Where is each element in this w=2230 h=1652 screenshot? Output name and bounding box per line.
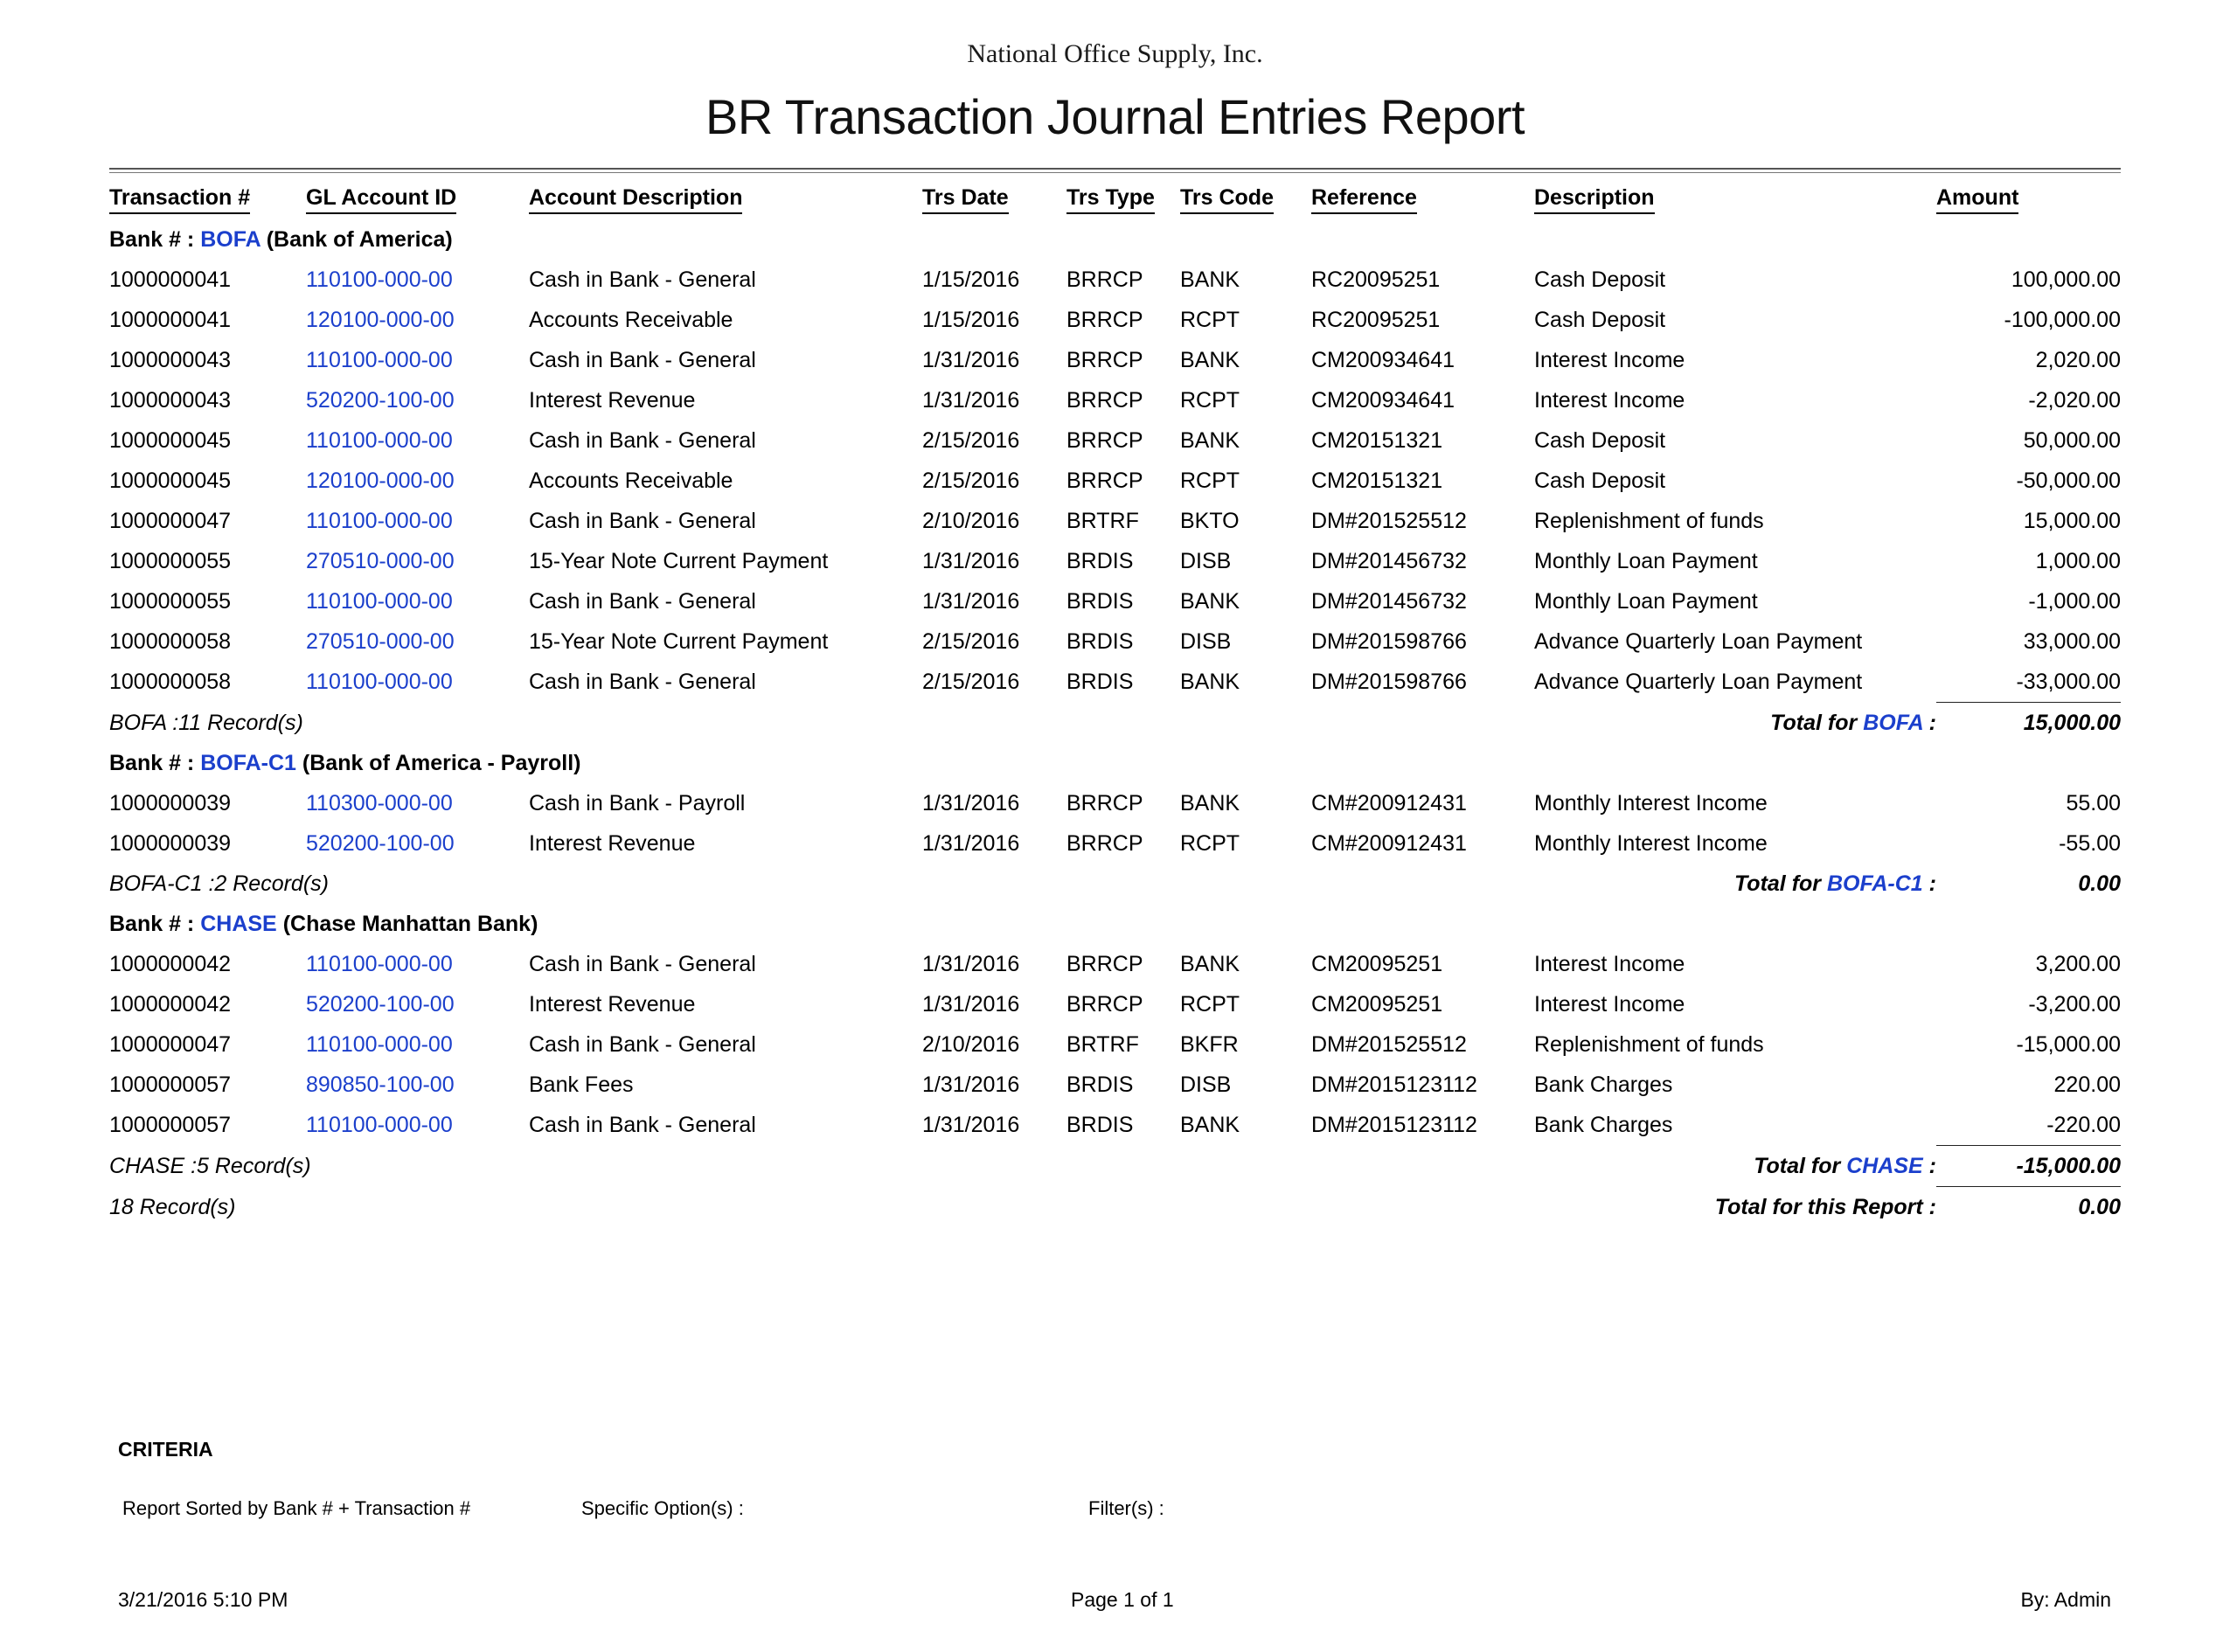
cell-description: Replenishment of funds <box>1534 1032 1764 1057</box>
cell-trs-code: DISB <box>1180 629 1232 654</box>
cell-trs-code: BANK <box>1180 952 1240 976</box>
group-total-amount: 15,000.00 <box>1936 703 2121 744</box>
bank-code: BOFA <box>200 227 261 252</box>
cell-gl-account: 110100-000-00 <box>306 509 453 533</box>
cell-account-description: Cash in Bank - General <box>529 348 756 372</box>
cell-description: Bank Charges <box>1534 1113 1673 1137</box>
bank-group-header <box>109 904 2121 944</box>
report-total-amount: 0.00 <box>1936 1187 2121 1228</box>
cell-description: Monthly Loan Payment <box>1534 589 1758 614</box>
cell-amount: -3,200.00 <box>2028 992 2121 1017</box>
cell-account-description: Cash in Bank - General <box>529 428 756 453</box>
cell-amount: 33,000.00 <box>2023 629 2121 654</box>
cell-trs-type: BRTRF <box>1066 1032 1139 1057</box>
bank-group-header <box>109 219 2121 260</box>
cell-account-description: Cash in Bank - General <box>529 509 756 533</box>
cell-amount: 55.00 <box>2066 791 2121 816</box>
column-header-amount <box>1936 173 2121 219</box>
cell-trs-code: BANK <box>1180 267 1240 292</box>
cell-account-description: Bank Fees <box>529 1072 634 1097</box>
group-total-amount: -15,000.00 <box>1936 1146 2121 1187</box>
column-header-account-description-label: Account Description <box>529 185 742 214</box>
group-record-count: BOFA :11 Record(s) <box>109 710 303 735</box>
bank-group-header-cell <box>109 904 2121 944</box>
cell-gl-account: 110100-000-00 <box>306 1113 453 1137</box>
cell-reference: DM#201598766 <box>1311 629 1467 654</box>
table-body <box>109 219 2121 1227</box>
cell-gl-account: 270510-000-00 <box>306 549 455 573</box>
cell-account-description: Cash in Bank - Payroll <box>529 791 746 816</box>
group-total-label-suffix: : <box>1928 710 1936 735</box>
cell-trs-type: BRRCP <box>1066 831 1143 856</box>
table-row <box>109 541 2121 581</box>
cell-trs-type: BRDIS <box>1066 1072 1134 1097</box>
cell-transaction: 1000000058 <box>109 629 232 654</box>
cell-trs-date: 1/31/2016 <box>922 952 1020 976</box>
cell-amount: -2,020.00 <box>2028 388 2121 413</box>
cell-amount: -220.00 <box>2046 1113 2121 1137</box>
cell-trs-code: RCPT <box>1180 469 1240 493</box>
cell-description: Interest Income <box>1534 348 1685 372</box>
cell-trs-code: DISB <box>1180 1072 1232 1097</box>
cell-trs-type: BRRCP <box>1066 308 1143 332</box>
report-page <box>0 39 2230 1652</box>
cell-trs-type: BRDIS <box>1066 589 1134 614</box>
group-total-label-prefix: Total for <box>1770 710 1858 735</box>
column-header-gl-account <box>306 173 529 219</box>
cell-trs-date: 2/15/2016 <box>922 670 1020 694</box>
cell-transaction: 1000000055 <box>109 549 232 573</box>
cell-description: Cash Deposit <box>1534 428 1666 453</box>
cell-reference: CM#200912431 <box>1311 791 1467 816</box>
cell-amount: 2,020.00 <box>2035 348 2121 372</box>
cell-gl-account: 110100-000-00 <box>306 670 453 694</box>
cell-trs-date: 1/31/2016 <box>922 791 1020 816</box>
cell-gl-account: 270510-000-00 <box>306 629 455 654</box>
cell-transaction: 1000000057 <box>109 1113 232 1137</box>
cell-amount: -55.00 <box>2059 831 2121 856</box>
cell-account-description: 15-Year Note Current Payment <box>529 549 829 573</box>
cell-amount: 100,000.00 <box>2011 267 2121 292</box>
cell-description: Interest Income <box>1534 388 1685 413</box>
cell-account-description: Accounts Receivable <box>529 308 733 332</box>
cell-reference: CM20095251 <box>1311 992 1443 1017</box>
cell-account-description: Accounts Receivable <box>529 469 733 493</box>
cell-trs-code: BANK <box>1180 589 1240 614</box>
cell-account-description: Interest Revenue <box>529 388 696 413</box>
cell-description: Cash Deposit <box>1534 308 1666 332</box>
group-total-label-suffix: : <box>1928 871 1936 896</box>
column-header-trs-date <box>922 173 1066 219</box>
cell-description: Advance Quarterly Loan Payment <box>1534 629 1863 654</box>
cell-amount: -15,000.00 <box>2016 1032 2121 1057</box>
cell-trs-type: BRTRF <box>1066 509 1139 533</box>
cell-trs-type: BRDIS <box>1066 670 1134 694</box>
bank-group-header-cell <box>109 743 2121 783</box>
cell-trs-type: BRRCP <box>1066 791 1143 816</box>
cell-reference: DM#2015123112 <box>1311 1072 1477 1097</box>
cell-reference: RC20095251 <box>1311 308 1441 332</box>
transactions-table <box>109 173 2121 1227</box>
cell-amount: 50,000.00 <box>2023 428 2121 453</box>
cell-transaction: 1000000042 <box>109 992 232 1017</box>
cell-trs-code: RCPT <box>1180 831 1240 856</box>
cell-trs-date: 1/31/2016 <box>922 388 1020 413</box>
cell-trs-code: RCPT <box>1180 992 1240 1017</box>
cell-trs-code: BANK <box>1180 791 1240 816</box>
cell-trs-date: 1/31/2016 <box>922 1072 1020 1097</box>
group-total-label-prefix: Total for <box>1754 1153 1841 1178</box>
cell-gl-account: 110100-000-00 <box>306 952 453 976</box>
group-total-amount: 0.00 <box>2078 871 2121 896</box>
bank-code: CHASE <box>200 912 277 936</box>
cell-trs-type: BRRCP <box>1066 952 1143 976</box>
column-header-trs-type-label: Trs Type <box>1066 185 1155 214</box>
column-header-trs-type <box>1066 173 1180 219</box>
table-row <box>109 944 2121 984</box>
cell-transaction: 1000000039 <box>109 831 232 856</box>
cell-reference: CM200934641 <box>1311 388 1455 413</box>
cell-amount: -1,000.00 <box>2028 589 2121 614</box>
cell-transaction: 1000000047 <box>109 509 232 533</box>
cell-account-description: Cash in Bank - General <box>529 1032 756 1057</box>
page-title: BR Transaction Journal Entries Report <box>705 89 1525 144</box>
cell-trs-date: 2/15/2016 <box>922 428 1020 453</box>
cell-reference: DM#2015123112 <box>1311 1113 1477 1137</box>
bank-label: Bank # : <box>109 227 195 252</box>
group-total-label <box>1311 1146 1936 1187</box>
cell-transaction: 1000000057 <box>109 1072 232 1097</box>
group-summary-row <box>109 1146 2121 1187</box>
table-row <box>109 581 2121 621</box>
bank-group-header <box>109 743 2121 783</box>
cell-trs-date: 2/15/2016 <box>922 629 1020 654</box>
cell-gl-account: 110300-000-00 <box>306 791 453 816</box>
cell-description: Cash Deposit <box>1534 267 1666 292</box>
report-total-label: Total for this Report : <box>1714 1194 1936 1219</box>
table-row <box>109 823 2121 864</box>
bank-group-header-cell <box>109 219 2121 260</box>
table-row <box>109 300 2121 340</box>
table-row <box>109 662 2121 703</box>
table-row <box>109 340 2121 380</box>
footer-user: By: Admin <box>2020 1588 2111 1611</box>
cell-gl-account: 520200-100-00 <box>306 831 455 856</box>
column-header-account-description <box>529 173 922 219</box>
cell-trs-code: RCPT <box>1180 388 1240 413</box>
cell-trs-code: BKTO <box>1180 509 1240 533</box>
bank-name: (Bank of America - Payroll) <box>302 751 581 775</box>
table-row <box>109 461 2121 501</box>
column-header-trs-code <box>1180 173 1311 219</box>
cell-description: Replenishment of funds <box>1534 509 1764 533</box>
cell-trs-type: BRRCP <box>1066 992 1143 1017</box>
criteria-heading: CRITERIA <box>118 1438 213 1461</box>
cell-reference: DM#201525512 <box>1311 1032 1467 1057</box>
cell-trs-date: 1/31/2016 <box>922 831 1020 856</box>
group-total-label-suffix: : <box>1928 1153 1936 1178</box>
table-row <box>109 1065 2121 1105</box>
cell-description: Interest Income <box>1534 992 1685 1017</box>
cell-reference: DM#201525512 <box>1311 509 1467 533</box>
cell-amount: 15,000.00 <box>2023 509 2121 533</box>
group-total-label-code: CHASE <box>1846 1153 1923 1178</box>
group-total-label-prefix: Total for <box>1733 871 1822 896</box>
cell-description: Bank Charges <box>1534 1072 1673 1097</box>
cell-transaction: 1000000041 <box>109 308 232 332</box>
cell-transaction: 1000000055 <box>109 589 232 614</box>
table-header <box>109 173 2121 219</box>
table-row <box>109 1024 2121 1065</box>
report-total-row <box>109 1187 2121 1228</box>
cell-transaction: 1000000043 <box>109 388 232 413</box>
cell-trs-date: 2/15/2016 <box>922 469 1020 493</box>
table-row <box>109 621 2121 662</box>
table-row <box>109 420 2121 461</box>
cell-trs-type: BRRCP <box>1066 388 1143 413</box>
cell-account-description: Cash in Bank - General <box>529 952 756 976</box>
cell-gl-account: 890850-100-00 <box>306 1072 455 1097</box>
column-header-trs-date-label: Trs Date <box>922 185 1009 214</box>
cell-trs-type: BRRCP <box>1066 469 1143 493</box>
table-row <box>109 501 2121 541</box>
cell-account-description: Interest Revenue <box>529 992 696 1017</box>
cell-description: Monthly Interest Income <box>1534 791 1768 816</box>
cell-trs-date: 1/31/2016 <box>922 348 1020 372</box>
cell-reference: CM#200912431 <box>1311 831 1467 856</box>
column-header-trs-code-label: Trs Code <box>1180 185 1274 214</box>
cell-trs-type: BRRCP <box>1066 428 1143 453</box>
column-header-reference <box>1311 173 1534 219</box>
cell-gl-account: 120100-000-00 <box>306 469 455 493</box>
cell-gl-account: 520200-100-00 <box>306 388 455 413</box>
cell-trs-code: BKFR <box>1180 1032 1239 1057</box>
table-row <box>109 380 2121 420</box>
cell-gl-account: 110100-000-00 <box>306 267 453 292</box>
table-row <box>109 1105 2121 1146</box>
footer-page-number: Page 1 of 1 <box>1071 1588 1174 1611</box>
cell-transaction: 1000000043 <box>109 348 232 372</box>
cell-transaction: 1000000042 <box>109 952 232 976</box>
cell-reference: DM#201456732 <box>1311 589 1467 614</box>
group-total-label-code: BOFA-C1 <box>1826 871 1923 896</box>
cell-transaction: 1000000045 <box>109 469 232 493</box>
cell-account-description: Cash in Bank - General <box>529 1113 756 1137</box>
cell-description: Cash Deposit <box>1534 469 1666 493</box>
company-name: National Office Supply, Inc. <box>967 39 1263 68</box>
cell-description: Monthly Interest Income <box>1534 831 1768 856</box>
column-header-transaction <box>109 173 306 219</box>
cell-trs-code: DISB <box>1180 549 1232 573</box>
cell-transaction: 1000000058 <box>109 670 232 694</box>
cell-account-description: Cash in Bank - General <box>529 267 756 292</box>
cell-account-description: Cash in Bank - General <box>529 589 756 614</box>
cell-amount: -50,000.00 <box>2016 469 2121 493</box>
cell-amount: 1,000.00 <box>2035 549 2121 573</box>
bank-label: Bank # : <box>109 912 195 936</box>
cell-trs-date: 1/31/2016 <box>922 992 1020 1017</box>
bank-code: BOFA-C1 <box>200 751 296 775</box>
column-header-description-label: Description <box>1534 185 1655 214</box>
cell-amount: -33,000.00 <box>2016 670 2121 694</box>
column-header-reference-label: Reference <box>1311 185 1417 214</box>
cell-reference: CM20151321 <box>1311 469 1443 493</box>
cell-reference: RC20095251 <box>1311 267 1441 292</box>
bank-name: (Bank of America) <box>266 227 453 252</box>
cell-reference: DM#201598766 <box>1311 670 1467 694</box>
cell-transaction: 1000000041 <box>109 267 232 292</box>
group-total-label <box>1311 703 1936 744</box>
group-summary-row <box>109 864 2121 904</box>
cell-transaction: 1000000039 <box>109 791 232 816</box>
cell-gl-account: 120100-000-00 <box>306 308 455 332</box>
table-row <box>109 984 2121 1024</box>
cell-trs-date: 1/15/2016 <box>922 267 1020 292</box>
cell-trs-date: 2/10/2016 <box>922 1032 1020 1057</box>
cell-description: Monthly Loan Payment <box>1534 549 1758 573</box>
table-row <box>109 783 2121 823</box>
cell-trs-type: BRDIS <box>1066 1113 1134 1137</box>
cell-reference: DM#201456732 <box>1311 549 1467 573</box>
criteria-specific-options: Specific Option(s) : <box>581 1497 744 1519</box>
bank-label: Bank # : <box>109 751 195 775</box>
cell-trs-type: BRDIS <box>1066 629 1134 654</box>
cell-trs-date: 1/31/2016 <box>922 1113 1020 1137</box>
cell-trs-date: 1/31/2016 <box>922 589 1020 614</box>
cell-transaction: 1000000045 <box>109 428 232 453</box>
cell-trs-code: BANK <box>1180 348 1240 372</box>
column-header-transaction-label: Transaction # <box>109 185 250 214</box>
cell-description: Advance Quarterly Loan Payment <box>1534 670 1863 694</box>
header-rule-top <box>109 168 2121 170</box>
cell-trs-type: BRRCP <box>1066 267 1143 292</box>
group-record-count: CHASE :5 Record(s) <box>109 1153 311 1178</box>
cell-trs-code: RCPT <box>1180 308 1240 332</box>
cell-amount: 3,200.00 <box>2035 952 2121 976</box>
cell-trs-type: BRRCP <box>1066 348 1143 372</box>
cell-account-description: Interest Revenue <box>529 831 696 856</box>
cell-amount: -100,000.00 <box>2004 308 2121 332</box>
cell-reference: CM20151321 <box>1311 428 1443 453</box>
cell-trs-date: 2/10/2016 <box>922 509 1020 533</box>
cell-trs-code: BANK <box>1180 1113 1240 1137</box>
footer-timestamp: 3/21/2016 5:10 PM <box>118 1588 288 1611</box>
cell-transaction: 1000000047 <box>109 1032 232 1057</box>
group-total-label <box>1311 864 1936 904</box>
cell-reference: CM20095251 <box>1311 952 1443 976</box>
cell-trs-code: BANK <box>1180 428 1240 453</box>
group-record-count: BOFA-C1 :2 Record(s) <box>109 871 329 896</box>
cell-account-description: 15-Year Note Current Payment <box>529 629 829 654</box>
cell-gl-account: 110100-000-00 <box>306 348 453 372</box>
cell-reference: CM200934641 <box>1311 348 1455 372</box>
column-header-gl-account-label: GL Account ID <box>306 185 456 214</box>
report-record-count: 18 Record(s) <box>109 1194 236 1219</box>
cell-trs-date: 1/31/2016 <box>922 549 1020 573</box>
column-header-amount-label: Amount <box>1936 185 2018 214</box>
cell-description: Interest Income <box>1534 952 1685 976</box>
cell-gl-account: 520200-100-00 <box>306 992 455 1017</box>
criteria-filters: Filter(s) : <box>1088 1497 1164 1519</box>
criteria-sorted-by: Report Sorted by Bank # + Transaction # <box>122 1497 471 1519</box>
cell-amount: 220.00 <box>2053 1072 2121 1097</box>
cell-gl-account: 110100-000-00 <box>306 589 453 614</box>
cell-gl-account: 110100-000-00 <box>306 1032 453 1057</box>
cell-trs-code: BANK <box>1180 670 1240 694</box>
bank-name: (Chase Manhattan Bank) <box>282 912 538 936</box>
cell-account-description: Cash in Bank - General <box>529 670 756 694</box>
group-total-label-code: BOFA <box>1863 710 1923 735</box>
group-summary-row <box>109 703 2121 744</box>
column-header-description <box>1534 173 1936 219</box>
cell-gl-account: 110100-000-00 <box>306 428 453 453</box>
table-row <box>109 260 2121 300</box>
cell-trs-type: BRDIS <box>1066 549 1134 573</box>
cell-trs-date: 1/15/2016 <box>922 308 1020 332</box>
